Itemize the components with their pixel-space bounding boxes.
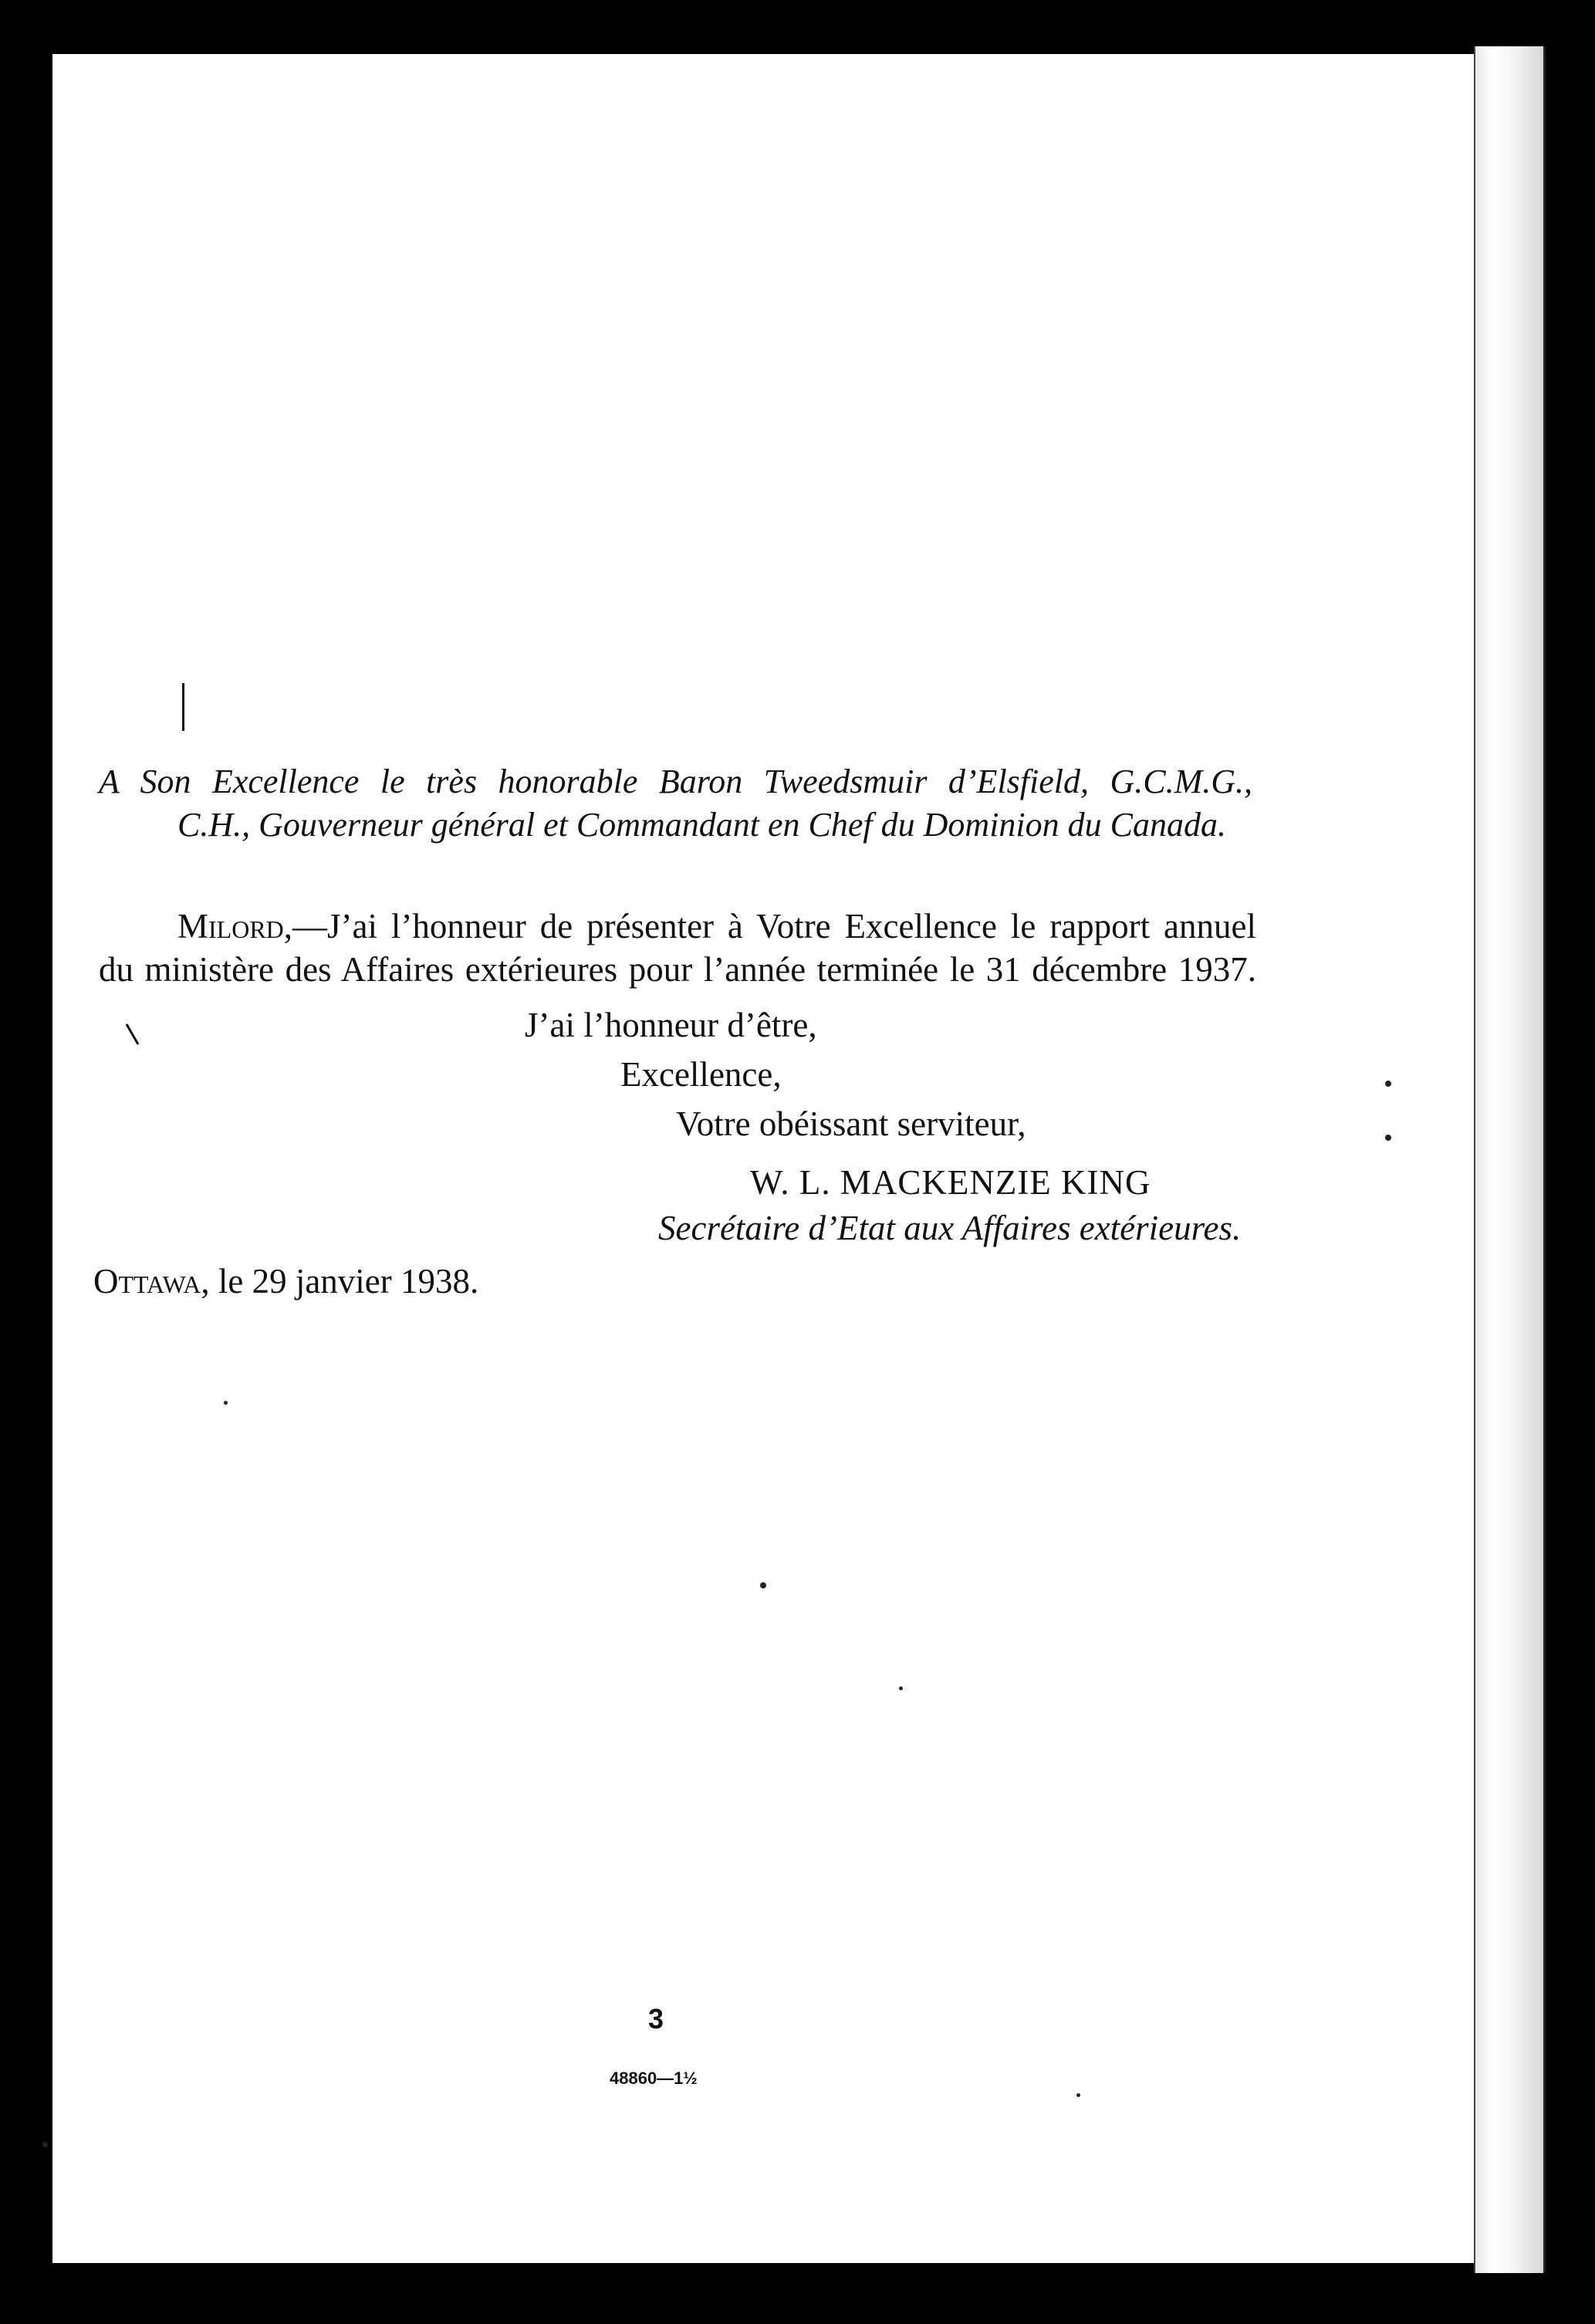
salutation: Milord, xyxy=(177,907,293,945)
print-code: 48860—1½ xyxy=(610,2069,698,2088)
scan-speck xyxy=(1385,1135,1391,1141)
addressee-block xyxy=(99,760,1256,847)
scan-speck xyxy=(760,1582,766,1588)
place: Ottawa, xyxy=(93,1262,210,1301)
binding-spine xyxy=(1474,46,1546,2273)
page-number: 3 xyxy=(648,2003,664,2035)
closing-line-3: Votre obéissant serviteur, xyxy=(676,1104,1026,1143)
closing-line-2: Excellence, xyxy=(620,1055,782,1094)
body-line-1 xyxy=(99,905,1256,948)
scan-speck xyxy=(1385,1081,1391,1087)
body-paragraph xyxy=(99,905,1256,991)
signature-title: Secrétaire d’Etat aux Affaires extérieures. xyxy=(658,1209,1242,1247)
document-page xyxy=(52,54,1474,2263)
scan-speck xyxy=(42,2142,48,2147)
body-line-2: du ministère des Affaires extérieures pour l’année terminée le 31 décembre 1937. xyxy=(99,950,1256,989)
scan-speck xyxy=(899,1686,903,1690)
scan-speck xyxy=(224,1401,228,1405)
date: le 29 janvier 1938. xyxy=(209,1262,479,1301)
addressee-line-1: A Son Excellence le très honorable Baron Tweedsmuir d’Elsfield, G.C.M.G., xyxy=(99,763,1252,800)
addressee-line-2: C.H., Gouverneur général et Commandant en Chef du Dominion du Canada. xyxy=(177,806,1226,844)
place-date xyxy=(93,1260,478,1303)
scan-speck xyxy=(1076,2093,1080,2097)
body-line-1-text: —J’ai l’honneur de présenter à Votre Excellence le rapport annuel xyxy=(292,907,1256,945)
scan-mark xyxy=(182,683,184,731)
signature-name: W. L. MACKENZIE KING xyxy=(750,1163,1151,1202)
closing-line-1: J’ai l’honneur d’être, xyxy=(525,1006,817,1044)
